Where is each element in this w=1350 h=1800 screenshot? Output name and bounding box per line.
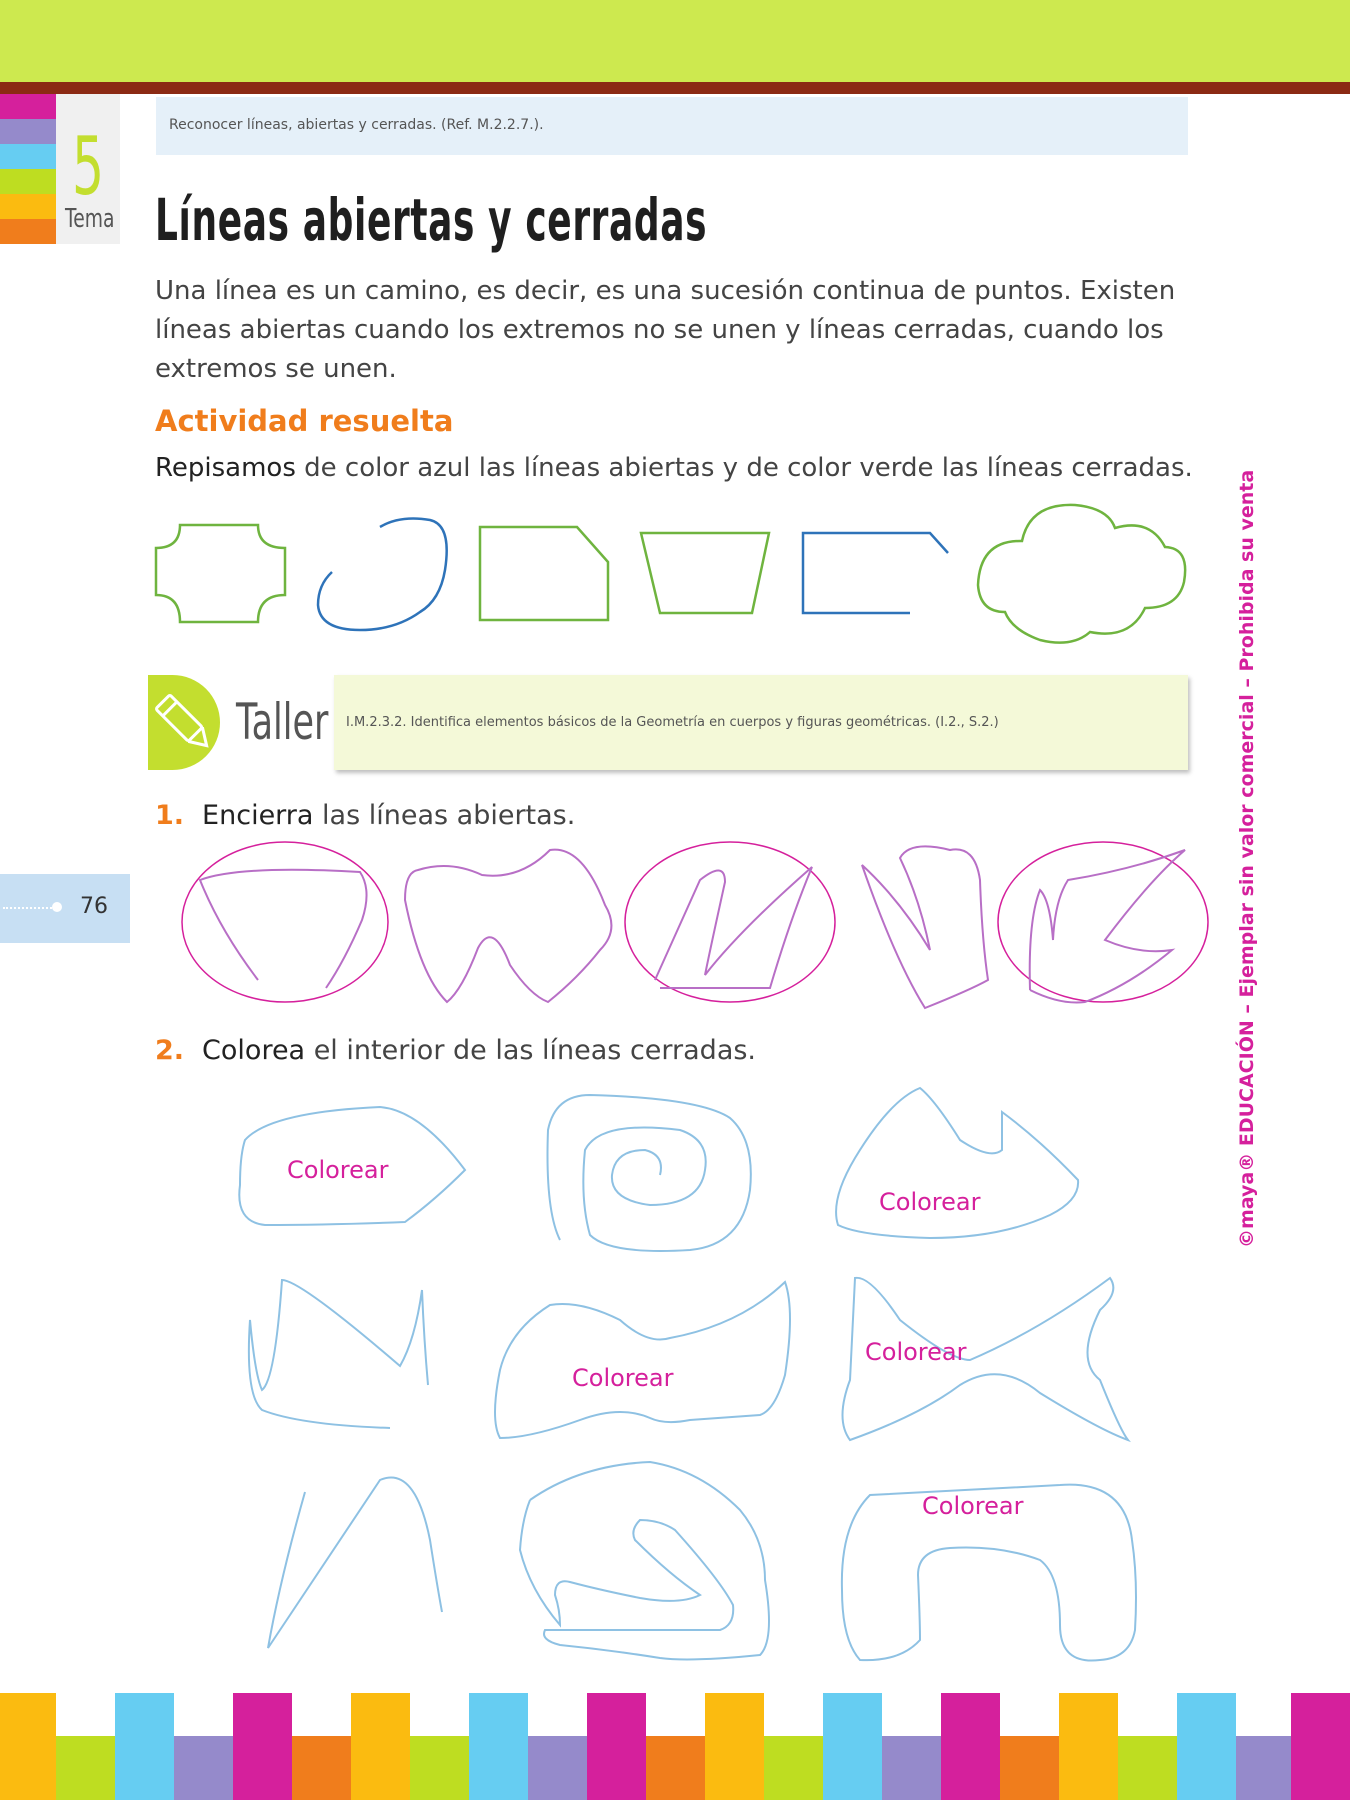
closed-line-cloud [978, 505, 1185, 643]
colorear-label-4: Colorear [865, 1338, 967, 1366]
closed-line-notched-rect [156, 525, 285, 622]
open-line-arrow [1030, 850, 1185, 1003]
tema-label: Tema [64, 204, 115, 234]
open-line-shape-8 [520, 1462, 769, 1659]
question-2-text: el interior de las líneas cerradas. [305, 1035, 757, 1066]
open-line-curve [318, 519, 447, 630]
open-line-arc [200, 870, 367, 988]
activity-heading: Actividad resuelta [155, 404, 454, 438]
open-line-bracket [803, 533, 948, 613]
bottom-pattern [0, 1693, 1350, 1800]
closed-line-blob [405, 850, 611, 1002]
closed-line-trapezoid [641, 533, 769, 613]
intro-paragraph: Una línea es un camino, es decir, es una sucesión continua de puntos. Existen líneas abiertas cuando los extremos no se unen y líneas cerradas, cuando los extremos se unen. [155, 276, 1176, 384]
tema-number: 5 [71, 120, 105, 213]
page-number: 76 [80, 894, 108, 919]
copyright-note: ©maya® EDUCACIÓN – Ejemplar sin valor comercial – Prohibida su venta [1236, 469, 1258, 1248]
colorear-label-1: Colorear [287, 1156, 389, 1184]
encircle-ellipse-1 [182, 842, 388, 1002]
question-2-verb: Colorea [202, 1035, 306, 1066]
closed-line-angle [862, 846, 988, 1008]
closed-line-pentagon [480, 527, 608, 620]
open-line-zigzag [655, 867, 812, 988]
colorear-label-5: Colorear [922, 1492, 1024, 1520]
open-line-shape-4 [249, 1280, 428, 1428]
activity-verb: Repisamos [155, 453, 296, 483]
question-2-number: 2. [155, 1035, 185, 1066]
question-1-verb: Encierra [202, 800, 314, 831]
colorear-label-2: Colorear [879, 1188, 981, 1216]
taller-title: Taller [236, 693, 329, 751]
open-line-shape-7 [268, 1478, 442, 1649]
open-line-spiral [548, 1095, 751, 1251]
colorear-label-3: Colorear [572, 1364, 674, 1392]
page-title: Líneas abiertas y cerradas [155, 186, 708, 254]
closed-line-shape-5 [495, 1282, 790, 1438]
question-1-number: 1. [155, 800, 185, 831]
objective-text: Reconocer líneas, abiertas y cerradas. (Ref. M.2.2.7.). [169, 117, 544, 133]
taller-indicator: I.M.2.3.2. Identifica elementos básicos de la Geometría en cuerpos y figuras geométricas. (I.2., S.2.) [346, 715, 999, 730]
question-1-text: las líneas abiertas. [313, 800, 576, 831]
activity-rest: de color azul las líneas abiertas y de color verde las líneas cerradas. [295, 453, 1193, 483]
